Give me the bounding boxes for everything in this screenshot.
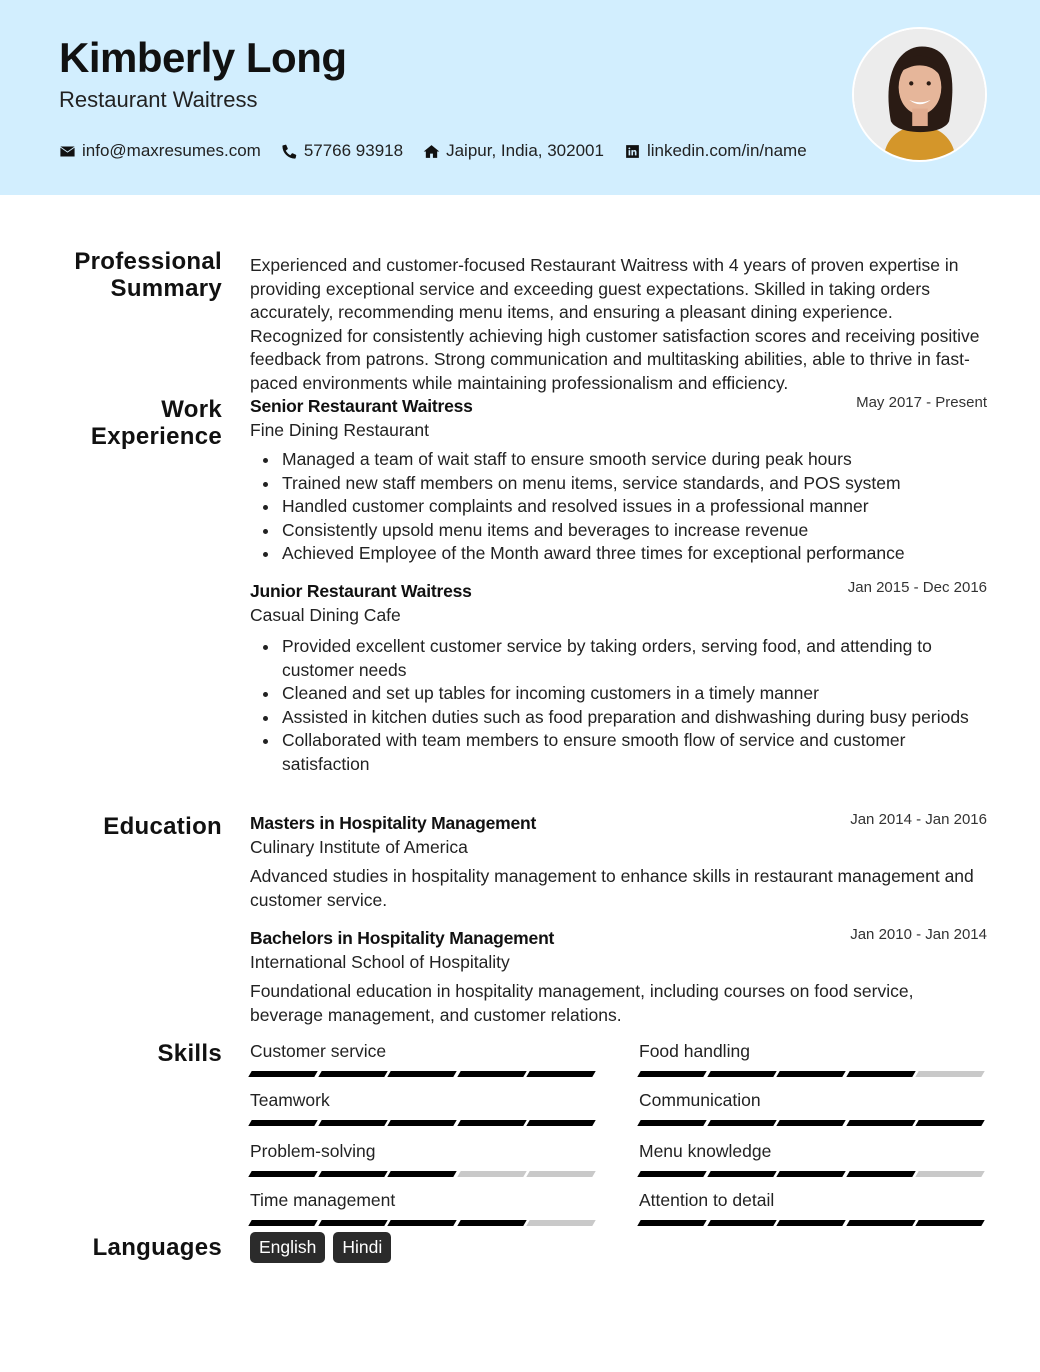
skill-level-segment — [248, 1071, 317, 1077]
skill-level-segment — [776, 1171, 845, 1177]
job-dates: Jan 2015 - Dec 2016 — [847, 579, 987, 596]
language-badge: Hindi — [333, 1232, 391, 1263]
skill-level-segment — [707, 1220, 776, 1226]
skill-level-segment — [637, 1220, 706, 1226]
contact-linkedin-text: linkedin.com/in/name — [646, 141, 807, 160]
skill-item — [250, 1041, 598, 1077]
degree-title: Bachelors in Hospitality Management — [250, 928, 555, 948]
skill-level-bar — [639, 1220, 987, 1226]
list-item: Achieved Employee of the Month award three times for exceptional performance — [250, 542, 987, 566]
list-item: Managed a team of wait staff to ensure smooth service during peak hours — [250, 448, 987, 472]
section-title-languages: Languages — [92, 1234, 222, 1261]
education-description: Foundational education in hospitality management, including courses on food service, beverage management, and customer relations. — [250, 981, 914, 1025]
skill-name: Menu knowledge — [639, 1141, 772, 1161]
skill-level-segment — [387, 1171, 456, 1177]
skill-name: Communication — [639, 1090, 761, 1110]
skill-item — [250, 1141, 598, 1177]
skill-level-segment — [248, 1120, 317, 1126]
skill-level-segment — [457, 1071, 526, 1077]
education-description: Advanced studies in hospitality management to enhance skills in restaurant management and customer service. — [250, 866, 974, 910]
school-name: Culinary Institute of America — [250, 837, 468, 857]
section-title-experience: Work Experience — [90, 396, 222, 450]
skill-level-segment — [916, 1220, 985, 1226]
skill-level-bar — [250, 1071, 598, 1077]
skill-level-segment — [457, 1171, 526, 1177]
candidate-title: Restaurant Waitress — [59, 87, 258, 112]
skill-level-segment — [387, 1120, 456, 1126]
skill-item — [250, 1090, 598, 1126]
education-entry — [250, 813, 987, 912]
contact-location-text: Jaipur, India, 302001 — [446, 141, 604, 160]
linkedin-icon — [624, 143, 641, 160]
skill-level-segment — [846, 1120, 915, 1126]
skill-level-segment — [846, 1071, 915, 1077]
skill-item — [639, 1190, 987, 1226]
envelope-icon — [59, 143, 76, 160]
skill-level-segment — [637, 1171, 706, 1177]
list-item: Cleaned and set up tables for incoming customers in a timely manner — [250, 682, 987, 706]
contact-email[interactable] — [59, 141, 261, 161]
education-entry — [250, 928, 987, 1027]
section-title-summary: Professional Summary — [74, 248, 222, 302]
skill-level-segment — [527, 1220, 596, 1226]
skill-level-segment — [527, 1171, 596, 1177]
skill-level-segment — [776, 1071, 845, 1077]
list-item: Assisted in kitchen duties such as food preparation and dishwashing during busy periods — [250, 706, 987, 730]
skill-level-segment — [637, 1071, 706, 1077]
contact-phone-text: 57766 93918 — [303, 141, 404, 160]
skill-level-segment — [916, 1171, 985, 1177]
section-title-education: Education — [103, 813, 222, 840]
candidate-name: Kimberly Long — [59, 34, 347, 81]
skill-level-bar — [250, 1171, 598, 1177]
skill-level-segment — [707, 1171, 776, 1177]
education-dates: Jan 2014 - Jan 2016 — [850, 811, 987, 828]
skill-level-segment — [318, 1071, 387, 1077]
skill-level-segment — [707, 1120, 776, 1126]
skill-name: Attention to detail — [639, 1190, 775, 1210]
skill-level-segment — [248, 1220, 317, 1226]
home-icon — [423, 143, 440, 160]
phone-icon — [281, 143, 298, 160]
skill-level-segment — [318, 1220, 387, 1226]
contact-linkedin[interactable] — [624, 141, 807, 161]
job-company: Fine Dining Restaurant — [250, 420, 429, 440]
job-dates: May 2017 - Present — [856, 394, 987, 411]
job-entry — [250, 396, 987, 566]
list-item: Handled customer complaints and resolved issues in a professional manner — [250, 495, 987, 519]
skill-level-segment — [527, 1071, 596, 1077]
skill-name: Customer service — [250, 1041, 387, 1061]
contact-row — [59, 140, 827, 162]
skill-item — [639, 1090, 987, 1126]
skill-level-bar — [639, 1120, 987, 1126]
skill-item — [639, 1041, 987, 1077]
language-badge: English — [250, 1232, 325, 1263]
job-bullets — [250, 635, 987, 777]
contact-location — [423, 141, 604, 161]
skill-level-segment — [318, 1120, 387, 1126]
profile-photo — [854, 29, 985, 160]
skill-level-segment — [387, 1220, 456, 1226]
skill-level-segment — [846, 1220, 915, 1226]
education-dates: Jan 2010 - Jan 2014 — [850, 926, 987, 943]
skill-level-segment — [846, 1171, 915, 1177]
skill-level-segment — [318, 1171, 387, 1177]
skill-item — [250, 1190, 598, 1226]
skill-level-segment — [527, 1120, 596, 1126]
skill-name: Problem-solving — [250, 1141, 376, 1161]
list-item: Trained new staff members on menu items, service standards, and POS system — [250, 472, 987, 496]
section-title-skills: Skills — [157, 1040, 222, 1067]
skill-name: Teamwork — [250, 1090, 330, 1110]
skill-item — [639, 1141, 987, 1177]
skill-level-segment — [916, 1071, 985, 1077]
skill-level-bar — [250, 1220, 598, 1226]
skill-level-bar — [639, 1071, 987, 1077]
skill-level-segment — [637, 1120, 706, 1126]
degree-title: Masters in Hospitality Management — [250, 813, 537, 833]
language-list — [250, 1232, 399, 1263]
resume-header — [0, 0, 1040, 195]
job-title: Senior Restaurant Waitress — [250, 396, 473, 416]
skill-level-bar — [639, 1171, 987, 1177]
list-item: Consistently upsold menu items and beverages to increase revenue — [250, 519, 987, 543]
skill-level-segment — [457, 1220, 526, 1226]
list-item: Collaborated with team members to ensure smooth flow of service and customer satisfaction — [250, 729, 987, 776]
skill-level-segment — [776, 1120, 845, 1126]
skill-level-segment — [776, 1220, 845, 1226]
job-title: Junior Restaurant Waitress — [250, 581, 472, 601]
job-bullets — [250, 448, 987, 566]
skill-name: Time management — [250, 1190, 396, 1210]
skill-level-segment — [248, 1171, 317, 1177]
summary-text: Experienced and customer-focused Restaurant Waitress with 4 years of proven expertise in providing exceptional service and exceeding guest expectations. Skilled in taking orders accurately, recommending menu items, and ensuring a pleasant dining experience. Recognized for consistently achieving high customer satisfaction scores and receiving positive feedback from patrons. Strong communication and multitasking abilities, able to thrive in fast-paced environments while maintaining professionalism and efficiency. — [250, 255, 980, 393]
contact-phone[interactable] — [281, 141, 403, 161]
skill-level-bar — [250, 1120, 598, 1126]
school-name: International School of Hospitality — [250, 952, 510, 972]
skill-level-segment — [916, 1120, 985, 1126]
skill-name: Food handling — [639, 1041, 750, 1061]
avatar — [852, 27, 987, 162]
skill-level-segment — [707, 1071, 776, 1077]
job-company: Casual Dining Cafe — [250, 605, 401, 625]
list-item: Provided excellent customer service by taking orders, serving food, and attending to customer needs — [250, 635, 987, 682]
contact-email-text: info@maxresumes.com — [82, 141, 261, 160]
job-entry — [250, 581, 987, 777]
skill-level-segment — [457, 1120, 526, 1126]
skill-level-segment — [387, 1071, 456, 1077]
